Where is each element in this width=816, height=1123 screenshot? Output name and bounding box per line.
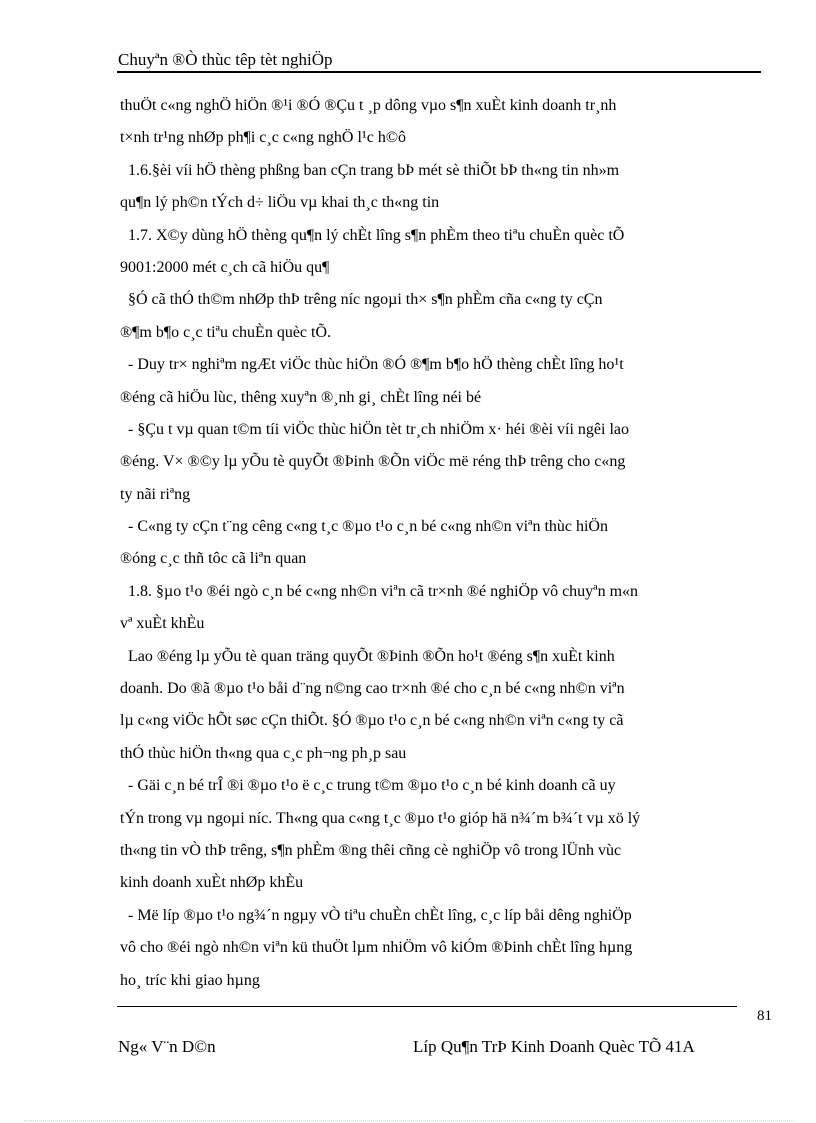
text-line: - Gäi c¸n bé trÎ ®i ®µo t¹o ë c¸c trung t©m ®µo t¹o c¸n bé kinh doanh cã uy — [120, 777, 616, 795]
footer-author: Ng« V¨n D©n — [118, 1037, 216, 1056]
text-line: doanh. Do ®ã ®µo t¹o båi d¨ng n©ng cao tr×nh ®é cho c¸n bé c«ng nh©n viªn — [120, 680, 625, 698]
text-line: - §Çu t vµ quan t©m tíi viÖc thùc hiÖn tèt tr¸ch nhiÖm x· héi ®èi víi ngêi lao — [120, 420, 629, 438]
body-text — [120, 90, 752, 997]
text-line: lµ c«ng viÖc hÕt søc cÇn thiÕt. §Ó ®µo t¹o c¸n bé c«ng nh©n viªn c«ng ty cã — [120, 712, 624, 730]
text-line: ho¸ tríc khi giao hµng — [120, 971, 260, 989]
text-line: 9001:2000 mét c¸ch cã hiÖu qu¶ — [120, 258, 330, 276]
text-line: - Më líp ®µo t¹o ng¾´n ngµy vÒ tiªu chuÈn chÈt lîng, c¸c líp båi dêng nghiÖp — [120, 906, 632, 924]
text-line: th«ng tin vÒ thÞ trêng, s¶n phÈm ®ng thêi cñng cè nghiÖp vô trong lÜnh vùc — [120, 841, 622, 859]
text-line: t×nh tr¹ng nhØp ph¶i c¸c c«ng nghÖ l¹c h©ô — [120, 129, 406, 147]
text-line: - C«ng ty cÇn t¨ng cêng c«ng t¸c ®µo t¹o c¸n bé c«ng nh©n viªn thùc hiÖn — [120, 518, 608, 536]
text-line: Lao ®éng lµ yÕu tè quan träng quyÕt ®Þinh ®Õn ho¹t ®éng s¶n xuÈt kinh — [120, 647, 615, 665]
text-line: thuÖt c«ng nghÖ hiÖn ®¹i ®Ó ®Çu t ¸p dông vµo s¶n xuÈt kinh doanh tr¸nh — [120, 97, 617, 114]
text-line: ®¶m b¶o c¸c tiªu chuÈn quèc tÕ. — [120, 323, 332, 341]
text-line: thÓ thùc hiÖn th«ng qua c¸c ph¬ng ph¸p sau — [120, 744, 407, 762]
text-line: kinh doanh xuÈt nhØp khÈu — [120, 874, 304, 892]
header-rule — [117, 71, 761, 73]
text-line: 1.8. §µo t¹o ®éi ngò c¸n bé c«ng nh©n viªn cã tr×nh ®é nghiÖp vô chuyªn m«n — [120, 582, 639, 600]
footer-class: Líp Qu¶n TrÞ Kinh Doanh Quèc TÕ 41A — [413, 1037, 695, 1056]
text-line: ty nãi riªng — [120, 485, 191, 503]
text-line: 1.6.§èi víi hÖ thèng phßng ban cÇn trang bÞ mét sè thiÕt bÞ th«ng tin nh»m — [120, 161, 620, 179]
footer-rule — [117, 1006, 737, 1007]
text-line: vô cho ®éi ngò nh©n viªn kü thuÖt lµm nhiÖm vô kiÓm ®Þinh chÈt lîng hµng — [120, 939, 633, 957]
text-line: ®éng. V× ®©y lµ yÕu tè quyÕt ®Þinh ®Õn viÖc më réng thÞ trêng cho c«ng — [120, 453, 626, 471]
text-line: qu¶n lý ph©n tÝch d÷ liÖu vµ khai th¸c th«ng tin — [120, 194, 440, 212]
text-line: ®éng cã hiÖu lùc, thêng xuyªn ®¸nh gi¸ chÈt lîng néi bé — [120, 388, 482, 406]
text-line: 1.7. X©y dùng hÖ thèng qu¶n lý chÈt lîng s¶n phÈm theo tiªu chuÈn quèc tÕ — [120, 226, 625, 244]
text-line: - Duy tr× nghiªm ngÆt viÖc thùc hiÖn ®Ó ®¶m b¶o hÖ thèng chÈt lîng ho¹t — [120, 356, 624, 374]
text-line: ®óng c¸c thñ tôc cã liªn quan — [120, 550, 307, 568]
page-number: 81 — [757, 1008, 772, 1024]
text-line: §Ó cã thÓ th©m nhØp thÞ trêng níc ngoµi th× s¶n phÈm cña c«ng ty cÇn — [120, 291, 603, 309]
running-header: Chuyªn ®Ò thùc têp tèt nghiÖp — [118, 50, 333, 69]
bottom-dotted-edge — [24, 1120, 794, 1121]
text-line: tÝn trong vµ ngoµi níc. Th«ng qua c«ng t¸c ®µo t¹o gióp hä n¾´m b¾´t vµ xö lý — [120, 809, 641, 827]
text-line: vª xuÈt khÈu — [120, 615, 205, 633]
